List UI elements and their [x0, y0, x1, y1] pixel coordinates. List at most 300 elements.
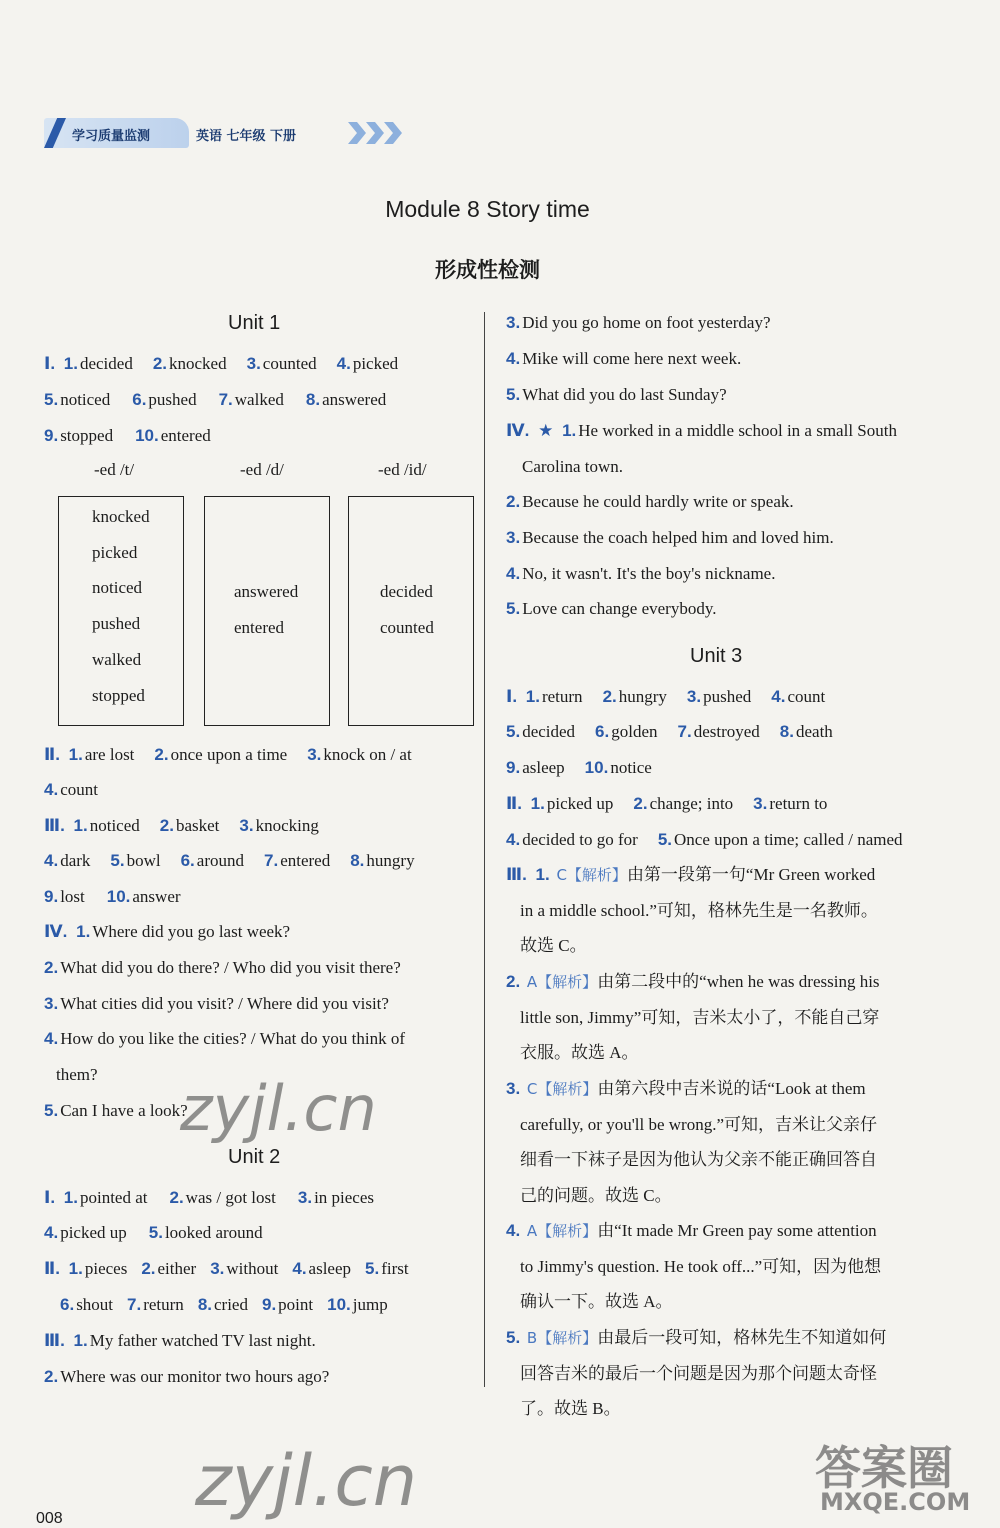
answer-item [127, 1295, 184, 1314]
answer-line [522, 456, 641, 478]
answer-item [74, 816, 140, 835]
box-word: knocked [92, 507, 150, 526]
answer-number: 2. [141, 1259, 156, 1278]
answer-line [44, 815, 339, 837]
answer-number: 4. [506, 349, 521, 368]
answer-item [69, 1259, 128, 1278]
answer-text: cried [214, 1295, 248, 1314]
answer-number: 3. [307, 745, 322, 764]
analysis-line [506, 1078, 866, 1100]
answer-number: 10. [106, 887, 131, 906]
answer-text: looked around [164, 1223, 263, 1242]
answer-text: shout [76, 1295, 114, 1314]
header-series: 学习质量监测 [72, 129, 151, 144]
header-subject: 英语 七年级 下册 [196, 129, 297, 144]
answer-line [44, 1222, 285, 1244]
answer-item [771, 687, 825, 706]
answer-number: 7. [127, 1295, 142, 1314]
answer-line [44, 1366, 347, 1388]
answer-item [337, 354, 399, 373]
answer-number: 1. [530, 794, 545, 813]
answer-item [506, 528, 834, 547]
analysis-line [520, 1007, 879, 1029]
answer-number: 5. [110, 851, 125, 870]
answer-number: 4. [44, 1029, 59, 1048]
answer-number: 9. [506, 758, 521, 777]
answer-text: Because the coach helped him and loved him. [522, 528, 834, 547]
answer-item [264, 851, 330, 870]
answer-item [64, 354, 133, 373]
answer-text: Where was our monitor two hours ago? [60, 1367, 330, 1386]
section-label: Ⅰ. [506, 687, 522, 706]
analysis-tag: 【解析】 [537, 973, 598, 991]
answer-text: Did you go home on foot yesterday? [522, 313, 771, 332]
answer-item [44, 851, 90, 870]
answer-text: in pieces [314, 1188, 375, 1207]
answer-number: 2. [152, 354, 168, 373]
answer-line [44, 425, 233, 447]
answer-text: knock on / at [323, 745, 412, 764]
analysis-tag: 【解析】 [537, 1222, 598, 1240]
analysis-line [520, 1185, 672, 1207]
watermark-logo: 答案圈 [815, 1441, 953, 1495]
answer-text: pieces [84, 1259, 128, 1278]
answer-number: 3. [753, 794, 768, 813]
analysis-text: to Jimmy's question. He took off...”可知，因为他想 [520, 1256, 882, 1276]
answer-text: pointed at [79, 1188, 148, 1207]
analysis-text: 了。故选 B。 [520, 1399, 621, 1418]
answer-number: 1. [63, 1188, 78, 1207]
answer-number: 3. [246, 354, 261, 373]
answer-line [44, 353, 418, 375]
answer-item [60, 1295, 113, 1314]
answer-number: 2. [44, 1367, 59, 1386]
answer-number: 3. [686, 687, 702, 706]
watermark-bottom: zyjl.cn [195, 1440, 418, 1522]
answer-number: 8. [779, 722, 794, 741]
answer-text: either [157, 1259, 197, 1278]
module-title: Module 8 Story time [385, 196, 590, 222]
answer-number: 1. [68, 1259, 83, 1278]
answer-text: counted [262, 354, 317, 373]
answer-number: 2. [633, 794, 648, 813]
answer-item [603, 687, 667, 706]
answer-choice: C [526, 1080, 538, 1098]
analysis-tag: 【解析】 [566, 866, 627, 884]
answer-line [506, 598, 735, 620]
answer-number: 1. [73, 1331, 88, 1350]
answer-text: basket [175, 816, 220, 835]
answer-number: 1. [76, 922, 91, 941]
answer-text: pushed [148, 390, 197, 409]
answer-text: Love can change everybody. [522, 599, 717, 618]
section-label: Ⅳ. [44, 922, 73, 941]
answer-number: 4. [44, 1223, 59, 1242]
answer-text: answered [322, 390, 387, 409]
analysis-text: 衣服。故选 A。 [520, 1043, 639, 1062]
answer-text: No, it wasn't. It's the boy's nickname. [522, 564, 776, 583]
answer-line [44, 744, 432, 766]
analysis-text: 由最后一段可知，格林先生不知道如何 [597, 1328, 887, 1347]
answer-number: 5. [44, 1101, 59, 1120]
answer-text: death [795, 722, 833, 741]
answer-item [153, 354, 227, 373]
analysis-text: 由第一段第一句“Mr Green worked [626, 865, 876, 884]
answer-number: 4. [44, 851, 59, 870]
answer-text: are lost [84, 745, 135, 764]
answer-number: 10. [584, 758, 609, 777]
answer-text: hungry [618, 687, 667, 706]
answer-number: 3. [44, 994, 59, 1013]
answer-line [44, 1100, 206, 1122]
answer-text: first [381, 1259, 409, 1278]
answer-text: return [143, 1295, 184, 1314]
answer-text: walked [234, 390, 284, 409]
analysis-line [520, 1114, 877, 1136]
answer-text: count [787, 687, 826, 706]
answer-line [44, 886, 203, 908]
answer-line [44, 1330, 334, 1352]
analysis-line [520, 1363, 877, 1385]
analysis-line [506, 1220, 877, 1242]
column-divider [484, 312, 485, 1387]
answer-number: 2. [44, 958, 59, 977]
answer-item [239, 816, 318, 835]
answer-line [506, 491, 812, 513]
analysis-line [520, 1291, 673, 1313]
answer-number: 3. [239, 816, 254, 835]
answer-line [506, 563, 793, 585]
answer-text: lost [60, 887, 85, 906]
analysis-tag: 【解析】 [537, 1080, 598, 1098]
answer-line [56, 1064, 116, 1086]
answer-text: decided [522, 722, 576, 741]
answer-text: notice [610, 758, 652, 777]
answer-number: 3. [506, 313, 521, 332]
answer-item [262, 1295, 313, 1314]
answer-text: noticed [89, 816, 140, 835]
answer-text: entered [160, 426, 211, 445]
answer-item [526, 687, 583, 706]
answer-item [633, 794, 733, 813]
answer-text: asleep [308, 1259, 352, 1278]
answer-item [169, 1188, 275, 1207]
answer-item [506, 564, 775, 583]
analysis-line [506, 1327, 886, 1349]
analysis-line [506, 971, 880, 993]
answer-number: 7. [264, 851, 279, 870]
ed-id-heading: -ed /id/ [378, 460, 427, 479]
answer-text: What did you do there? / Who did you visit there? [60, 958, 401, 977]
answer-number: 6. [60, 1295, 75, 1314]
analysis-text: carefully, or you'll be wrong.”可知，吉米让父亲仔 [520, 1114, 877, 1134]
answer-number: 1. [63, 354, 78, 373]
answer-text: My father watched TV last night. [89, 1331, 316, 1350]
answer-item [69, 745, 135, 764]
answer-text: count [60, 780, 98, 799]
analysis-line [520, 900, 878, 922]
analysis-line [520, 1256, 881, 1278]
answer-number: 1. [535, 865, 555, 884]
chevron-icon [384, 122, 402, 144]
answer-number: 4. [771, 687, 786, 706]
answer-text: How do you like the cities? / What do you think of [60, 1029, 406, 1048]
answer-line [44, 1187, 396, 1209]
answer-choice: A [526, 973, 538, 991]
answer-item [149, 1223, 263, 1242]
box-word: pushed [92, 614, 141, 634]
section-label: Ⅲ. [44, 816, 70, 835]
answer-item [506, 313, 771, 332]
answer-choice: A [526, 1222, 538, 1240]
section-label: Ⅱ. [44, 1259, 65, 1278]
answer-number: 3. [297, 1188, 313, 1207]
answer-item [522, 457, 623, 476]
answer-text: What did you do last Sunday? [522, 385, 727, 404]
answer-number: 7. [677, 722, 692, 741]
answer-item [44, 1029, 405, 1048]
analysis-line [506, 864, 875, 886]
answer-text: change; into [649, 794, 734, 813]
answer-item [780, 722, 833, 741]
box-word: walked [92, 649, 142, 669]
answer-item [506, 349, 741, 368]
answer-item [506, 492, 794, 511]
answer-item [298, 1188, 374, 1207]
box-ed-id [348, 496, 474, 726]
answer-item [132, 390, 196, 409]
answer-item [44, 958, 401, 977]
answer-text: decided to go for [522, 830, 638, 849]
answer-item [44, 426, 113, 445]
answer-number: 8. [305, 390, 321, 409]
unit1-title: Unit 1 [228, 312, 281, 334]
analysis-text: little son, Jimmy”可知，吉米太小了，不能自己穿 [520, 1007, 880, 1027]
answer-line [44, 921, 308, 943]
answer-text: Mike will come here next week. [522, 349, 742, 368]
answer-number: 6. [180, 851, 195, 870]
answer-item [658, 830, 903, 849]
answer-item [44, 780, 98, 799]
answer-text: picked [352, 354, 399, 373]
answer-number: 5. [506, 385, 521, 404]
answer-line [60, 1294, 402, 1316]
answer-item [292, 1259, 351, 1278]
answer-item [219, 390, 284, 409]
answer-item [110, 851, 160, 870]
answer-item [506, 830, 638, 849]
box-word: decided [380, 582, 433, 601]
answer-number: 9. [261, 1295, 277, 1314]
answer-number: 2. [506, 492, 521, 511]
analysis-text: in a middle school.”可知，格林先生是一名教师。 [520, 900, 878, 920]
answer-text: What cities did you visit? / Where did you visit? [60, 994, 389, 1013]
answer-number: 1. [68, 745, 83, 764]
answer-text: noticed [60, 390, 111, 409]
answer-item [44, 1101, 188, 1120]
answer-number: 1. [525, 687, 540, 706]
answer-text: them? [56, 1065, 98, 1084]
answer-text: Can I have a look? [60, 1101, 188, 1120]
answer-item [595, 722, 657, 741]
section-label: Ⅲ. [506, 865, 532, 884]
answer-item [198, 1295, 248, 1314]
box-word: entered [234, 618, 285, 637]
answer-line [44, 389, 408, 411]
section-label: Ⅰ. [44, 1188, 60, 1207]
answer-item [154, 745, 287, 764]
section-label: Ⅳ. [506, 421, 535, 440]
answer-text: picked up [60, 1223, 127, 1242]
answer-item [307, 745, 411, 764]
answer-number: 10. [327, 1295, 351, 1314]
answer-item [365, 1259, 409, 1278]
answer-number: 2. [154, 745, 169, 764]
answer-line [44, 779, 118, 801]
answer-number: 8. [350, 851, 365, 870]
answer-item [678, 722, 760, 741]
box-word: noticed [92, 578, 143, 598]
analysis-text: 由第二段中的“when he was dressing his [597, 972, 880, 991]
analysis-text: 确认一下。故选 A。 [520, 1292, 673, 1311]
answer-item [44, 1367, 329, 1386]
answer-choice: C [556, 866, 567, 884]
ed-d-heading: -ed /d/ [240, 460, 284, 479]
answer-text: without [226, 1259, 279, 1278]
answer-number: 5. [657, 830, 673, 849]
answer-text: Where did you go last week? [92, 922, 291, 941]
answer-text: hungry [366, 851, 415, 870]
answer-item [687, 687, 751, 706]
answer-number: 2. [169, 1188, 184, 1207]
section-title: 形成性检测 [435, 258, 540, 282]
answer-line [506, 721, 853, 743]
answer-line [506, 420, 897, 442]
analysis-text: 细看一下袜子是因为他认为父亲不能正确回答自 [520, 1150, 877, 1169]
answer-number: 5. [506, 1328, 525, 1347]
answer-number: 3. [506, 1079, 525, 1098]
analysis-text: 己的问题。故选 C。 [520, 1185, 672, 1205]
analysis-text: 故选 C。 [520, 936, 587, 955]
page-number: 008 [36, 1510, 63, 1527]
analysis-line [520, 1398, 621, 1420]
answer-number: 4. [336, 354, 351, 373]
answer-number: 5. [506, 722, 521, 741]
ed-t-heading: -ed /t/ [94, 460, 135, 479]
answer-text: Carolina town. [522, 457, 624, 476]
box-word: picked [92, 542, 138, 562]
answer-text: point [278, 1295, 314, 1314]
answer-text: decided [79, 354, 133, 373]
answer-text: knocked [169, 354, 227, 373]
answer-number: 8. [197, 1295, 212, 1314]
answer-line [506, 312, 789, 334]
box-word: counted [380, 618, 434, 637]
answer-item [44, 390, 110, 409]
answer-text: He worked in a middle school in a small South [578, 421, 897, 440]
box-word: answered [234, 582, 299, 601]
answer-item [64, 1188, 148, 1207]
answer-number: 9. [44, 426, 59, 445]
answer-number: 4. [44, 780, 59, 799]
answer-item [160, 816, 220, 835]
answer-text: return to [769, 794, 828, 813]
answer-number: 10. [135, 426, 159, 445]
answer-line [44, 850, 435, 872]
answer-item [141, 1259, 196, 1278]
analysis-tag: 【解析】 [537, 1329, 598, 1347]
answer-number: 4. [506, 1221, 525, 1240]
answer-number: 9. [44, 887, 59, 906]
section-label: Ⅰ. [44, 354, 60, 373]
unit3-title: Unit 3 [690, 645, 743, 667]
section-label: Ⅲ. [44, 1331, 70, 1350]
answer-line [506, 527, 852, 549]
star-icon: ★ [538, 421, 559, 440]
answer-item [327, 1295, 388, 1314]
answer-number: 5. [365, 1259, 380, 1278]
answer-number: 2. [602, 687, 617, 706]
answer-number: 4. [506, 564, 521, 583]
answer-number: 7. [218, 390, 233, 409]
answer-text: once upon a time [170, 745, 288, 764]
answer-number: 1. [562, 421, 577, 440]
answer-text: entered [280, 851, 331, 870]
section-label: Ⅱ. [506, 794, 527, 813]
answer-number: 2. [506, 972, 525, 991]
answer-line [506, 757, 672, 779]
answer-item [753, 794, 827, 813]
answer-text: picked up [546, 794, 614, 813]
answer-text: dark [60, 851, 91, 870]
box-ed-d [204, 496, 330, 726]
answer-number: 4. [506, 830, 521, 849]
answer-number: 3. [506, 528, 521, 547]
answer-number: 2. [159, 816, 174, 835]
answer-number: 6. [595, 722, 610, 741]
answer-item [585, 758, 652, 777]
answer-item [44, 994, 389, 1013]
answer-number: 5. [44, 390, 59, 409]
answer-item [506, 599, 717, 618]
answer-item [350, 851, 414, 870]
answer-item [135, 426, 211, 445]
answer-text: bowl [126, 851, 161, 870]
analysis-text: 由第六段中吉米说的话“Look at them [597, 1079, 866, 1098]
answer-text: answer [132, 887, 181, 906]
answer-text: destroyed [693, 722, 760, 741]
answer-line [506, 793, 847, 815]
answer-item [76, 922, 290, 941]
answer-item [306, 390, 386, 409]
answer-line [506, 384, 745, 406]
answer-item [181, 851, 244, 870]
answer-line [44, 957, 419, 979]
section-label: Ⅱ. [44, 745, 65, 764]
chevron-icon [348, 122, 366, 144]
answer-line [44, 993, 407, 1015]
answer-text: around [196, 851, 244, 870]
answer-item [506, 722, 575, 741]
answer-item [247, 354, 317, 373]
answer-number: 5. [148, 1223, 163, 1242]
answer-text: was / got lost [185, 1188, 276, 1207]
answer-text: return [541, 687, 583, 706]
answer-text: knocking [255, 816, 319, 835]
answer-text: asleep [522, 758, 565, 777]
answer-line [44, 1028, 423, 1050]
answer-text: stopped [60, 426, 114, 445]
